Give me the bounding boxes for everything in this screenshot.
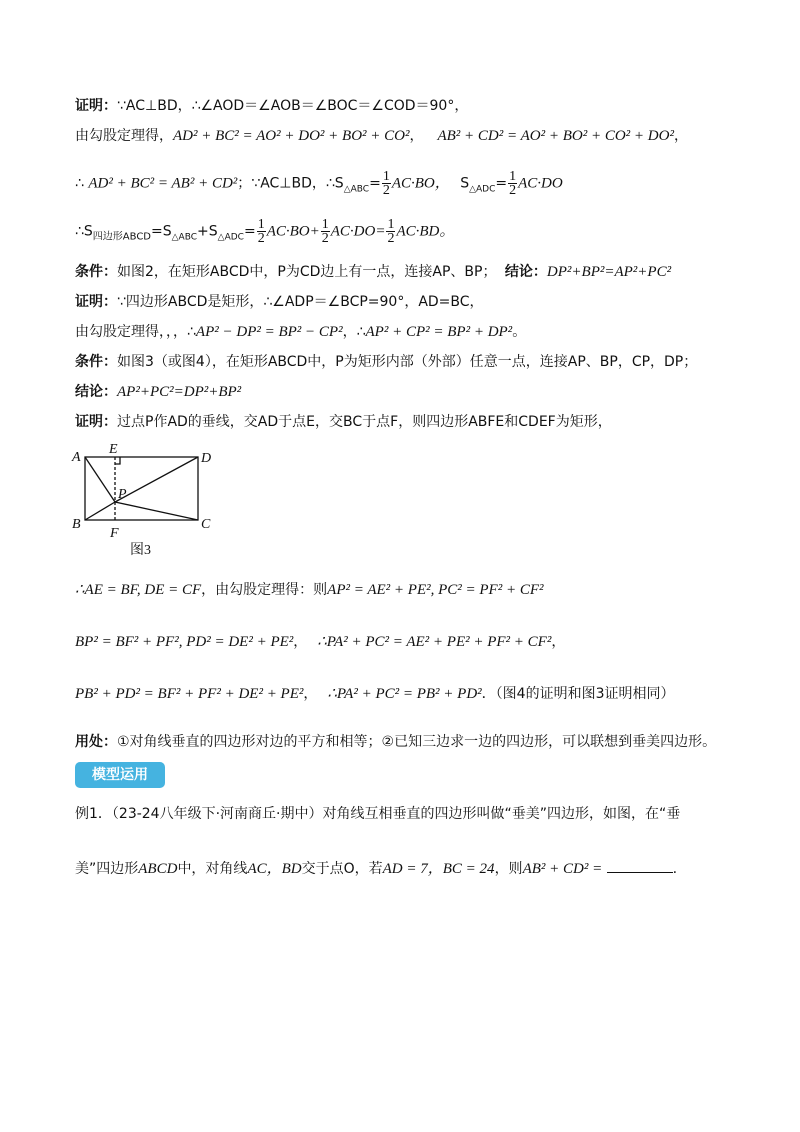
fraction-half: $\frac{1}{2}$ xyxy=(509,169,517,198)
text: ，∴ xyxy=(342,324,366,340)
equation: AC·BO， xyxy=(391,175,450,192)
condition-label: 条件： xyxy=(75,264,117,280)
label-f: F xyxy=(110,526,119,541)
condition-text: 如图2，在矩形ABCD中，P为CD边上有一点，连接AP、BP； xyxy=(117,264,497,280)
equation: AB² + CD² = xyxy=(522,861,603,877)
proof2-line1 xyxy=(75,292,484,312)
fraction-half: $\frac{1}{2}$ xyxy=(387,217,395,246)
text: 中，对角线 xyxy=(177,861,248,877)
equation: BP² = BF² + PF², PD² = DE² + PE² xyxy=(75,634,294,650)
text: 由勾股定理得，，，∴ xyxy=(75,324,196,340)
text: ， xyxy=(673,128,688,144)
equation: AC·BD。 xyxy=(396,223,455,240)
usage-line xyxy=(75,732,716,752)
proof3-text: 过点P作AD的垂线，交AD于点E，交BC于点F，则四边形ABFE和CDEF为矩形， xyxy=(117,414,612,430)
equation: AC，BD xyxy=(247,861,302,877)
example-line1 xyxy=(75,804,680,824)
equation: ∴PA² + PC² = AE² + PE² + PF² + CF² xyxy=(317,634,552,650)
segment-pd xyxy=(115,457,198,502)
condition-label: 条件： xyxy=(75,354,117,370)
proof1-line2 xyxy=(75,126,688,146)
proof1-text: ∵AC⊥BD，∴∠AOD＝∠AOB＝∠BOC＝∠COD＝90°， xyxy=(117,98,469,114)
condition2-line xyxy=(75,262,671,282)
equation: AC·BO+ xyxy=(266,223,320,240)
text: 。 xyxy=(512,324,527,340)
fraction-half: $\frac{1}{2}$ xyxy=(382,169,390,198)
fraction-half: $\frac{1}{2}$ xyxy=(257,217,265,246)
figure-caption: 图3 xyxy=(130,543,151,558)
equation: ∴PA² + PC² = PB² + PD² xyxy=(327,686,482,702)
text: 交于点O，若 xyxy=(301,861,383,877)
label-p: P xyxy=(118,487,127,502)
text: =S xyxy=(151,223,172,240)
segment-bp xyxy=(85,502,115,520)
text: ；∵AC⊥BD，∴S xyxy=(237,175,344,192)
text: ∴S xyxy=(75,223,93,240)
eq-line3 xyxy=(75,684,675,704)
proof3-line xyxy=(75,412,612,432)
example-line2 xyxy=(75,858,677,879)
eq-line2 xyxy=(75,632,565,652)
text: ， xyxy=(303,686,318,702)
label-c: C xyxy=(201,517,211,532)
text: . xyxy=(672,861,678,877)
text: S xyxy=(460,175,470,192)
label-a: A xyxy=(72,450,81,465)
equation: AP² = AE² + PE², PC² = PF² + CF² xyxy=(327,582,544,598)
subscript: △ABC xyxy=(171,232,198,243)
equation: ∴AE = BF, DE = CF xyxy=(75,582,202,598)
answer-blank[interactable] xyxy=(607,858,673,873)
example-text: 例1．（23-24八年级下·河南商丘·期中）对角线互相垂直的四边形叫做“垂美”四边形，如图，在“垂 xyxy=(75,806,681,822)
subscript: △ADC xyxy=(217,232,244,243)
proof2-text: ∵四边形ABCD是矩形，∴∠ADP＝∠BCP=90°，AD=BC， xyxy=(117,294,484,310)
proof-label: 证明： xyxy=(75,98,117,114)
conclusion-text: AP²+PC²=DP²+BP² xyxy=(117,384,242,400)
conclusion-label: 结论： xyxy=(504,264,547,280)
text: 由勾股定理得， xyxy=(75,128,173,144)
proof2-line2 xyxy=(75,322,526,342)
subscript: 四边形ABCD xyxy=(92,231,152,243)
text: ， xyxy=(409,128,424,144)
equation: ABCD xyxy=(138,861,178,877)
label-e: E xyxy=(109,442,118,457)
text: = xyxy=(243,223,256,240)
proof-label: 证明： xyxy=(75,414,117,430)
conclusion-label: 结论： xyxy=(75,384,117,400)
equation: AP² + CP² = BP² + DP² xyxy=(365,324,513,340)
proof-label: 证明： xyxy=(75,294,117,310)
fraction-half: $\frac{1}{2}$ xyxy=(321,217,329,246)
equation: AD = 7，BC = 24 xyxy=(382,861,495,877)
label-b: B xyxy=(72,517,81,532)
figure3-diagram xyxy=(68,440,228,560)
equation: AC·DO= xyxy=(330,223,386,240)
equation: AP² − DP² = BP² − CP² xyxy=(195,324,343,340)
proof1-line1 xyxy=(75,96,468,116)
conclusion3-line xyxy=(75,382,241,402)
equation: AB² + CD² = AO² + BO² + CO² + DO² xyxy=(437,128,674,144)
equation: AC·DO xyxy=(518,175,563,192)
usage-label: 用处： xyxy=(75,734,117,750)
text: ．（图4的证明和图3证明相同） xyxy=(481,686,675,702)
equation: AD² + BC² = AB² + CD² xyxy=(88,175,238,192)
segment-pc xyxy=(115,502,198,520)
text: ，由勾股定理得：则 xyxy=(201,582,328,598)
section-badge: 模型运用 xyxy=(75,762,165,788)
segment-ap xyxy=(85,457,115,502)
condition3-line xyxy=(75,352,697,372)
proof1-line3 xyxy=(75,170,563,199)
subscript: △ABC xyxy=(343,184,370,195)
equation: PB² + PD² = BF² + PF² + DE² + PE² xyxy=(75,686,304,702)
text: 美”四边形 xyxy=(75,861,139,877)
text: +S xyxy=(197,223,218,240)
text: = xyxy=(369,175,381,192)
text: = xyxy=(495,175,508,192)
condition-text: 如图3（或图4），在矩形ABCD中，P为矩形内部（外部）任意一点，连接AP、BP，CP，DP； xyxy=(117,354,698,370)
text: ， xyxy=(293,634,308,650)
text: ， xyxy=(551,634,566,650)
right-angle-mark xyxy=(115,457,120,464)
text: ，则 xyxy=(494,861,523,877)
therefore-sign: ∴ xyxy=(75,175,84,192)
usage-text: ①对角线垂直的四边形对边的平方和相等；②已知三边求一边的四边形，可以联想到垂美四边形。 xyxy=(117,734,717,750)
eq-line1 xyxy=(75,580,544,600)
subscript: △ADC xyxy=(469,184,496,195)
proof1-line4 xyxy=(75,218,454,247)
conclusion-text: DP²+BP²=AP²+PC² xyxy=(546,264,672,280)
label-d: D xyxy=(201,451,212,466)
equation: AD² + BC² = AO² + DO² + BO² + CO² xyxy=(173,128,410,144)
